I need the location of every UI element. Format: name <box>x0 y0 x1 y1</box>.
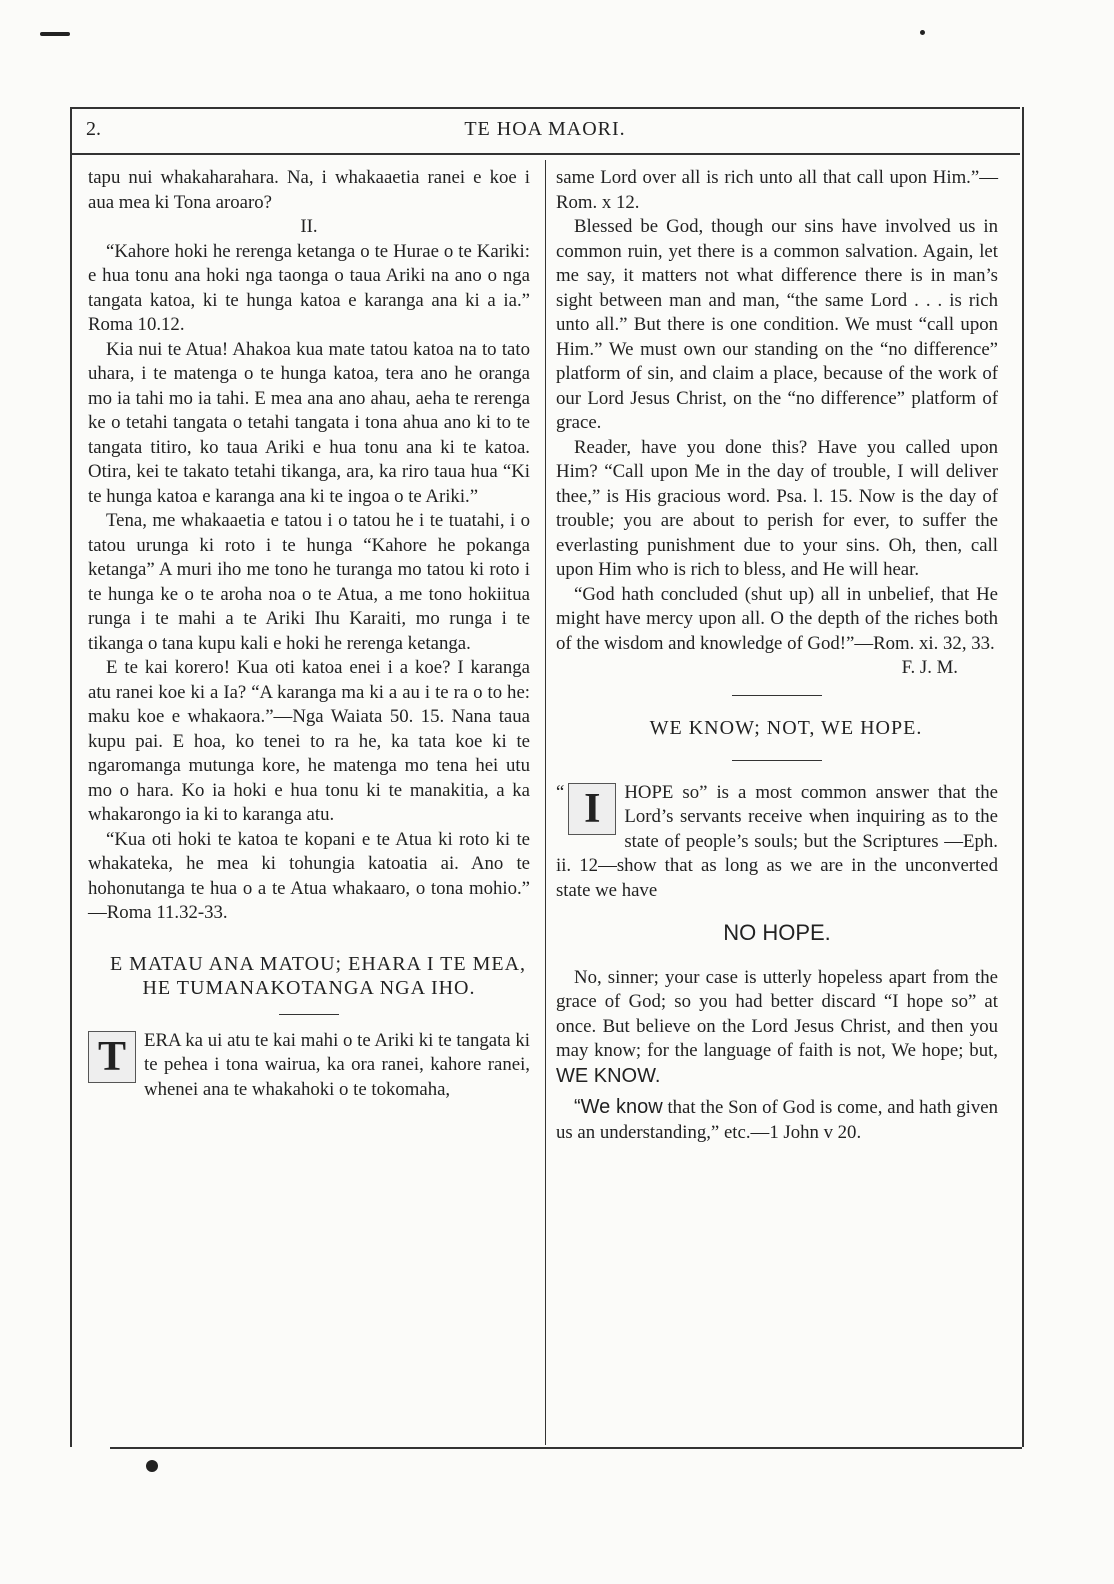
no-hope-heading: NO HOPE. <box>723 920 831 945</box>
page-title: TE HOA MAORI. <box>464 118 626 140</box>
column-divider <box>545 160 546 1445</box>
left-paragraph-4: Tena, me whakaaetia e tatou i o tatou he i te tuatahi, i o tatou urunga ki roto i te hunga “Kahore he pokanga ketanga” A muri iho me tono he turanga mo tatou ki roto i te hunga ke o te aroha noa o te Atua, a me tono hokiitua runga i te mahi a te Ariki Ihu Karaiti, mo runga i te tikanga o tana kupu kali e hoki he rerenga ketanga. <box>88 510 530 654</box>
right-section-title: WE KNOW; NOT, WE HOPE. <box>649 716 923 739</box>
page-header <box>70 107 1020 155</box>
right-paragraph-2: Blessed be God, though our sins have involved us in common ruin, yet there is a common salvation. Again, let me say, it matters not what difference there is in man’s sight between man and man, “the same Lord . . . is rich unto all.” But there is one condition. We must “call upon Him.” We must own our standing on the “no difference” platform of sin, and claim a place, because of the work of our Lord Jesus Christ, on the “no difference” platform of grace. <box>556 216 998 433</box>
left-section-title: E MATAU ANA MATOU; EHARA I TE MEA, HE TUMANAKOTANGA NGA IHO. <box>109 952 527 999</box>
left-paragraph-1: tapu nui whakaharahara. Na, i whakaaetia ranei e koe i aua mea ki Tona aroaro? <box>88 167 530 213</box>
right-paragraph-6: No, sinner; your case is utterly hopeless apart from the grace of God; so you had better discard “I hope so” at once. But believe on the Lord Jesus Christ, and then you may know; for the language of faith is not, We hope; but, <box>556 966 998 1061</box>
dropcap-t-ornament: T <box>88 1031 136 1083</box>
rule-top <box>732 695 822 696</box>
left-column <box>88 166 530 1102</box>
ink-blot <box>146 1460 158 1472</box>
left-paragraph-6: “Kua oti hoki te katoa te kopani e te Atua ki roto ki te whakateka, he mea ki tohungia katoatia ai. Ano te hohonutanga te hua o a te Atua whakaaro, o tona mohio.” —Roma 11.32-33. <box>88 828 530 923</box>
page-number: 2. <box>86 118 101 140</box>
right-paragraph-1: same Lord over all is rich unto all that call upon Him.”—Rom. x 12. <box>556 167 998 213</box>
left-section-rule <box>279 1014 339 1015</box>
section-numeral: II. <box>300 216 318 237</box>
right-paragraph-7: that the Son of God is come, and hath given us an understanding,” etc.—1 John v 20. <box>556 1097 998 1143</box>
ink-smudge <box>40 32 70 36</box>
left-paragraph-7: ERA ka ui atu te kai mahi o te Ariki ki te tangata ki te pehea i tona wairua, ka ora ranei, kahore ranei, whenei ana te whakahoki o te tokomaha, <box>144 1029 530 1100</box>
ink-speck <box>920 30 925 35</box>
signature: F. J. M. <box>901 657 958 678</box>
bottom-rule <box>110 1447 1022 1449</box>
right-paragraph-4: “God hath concluded (shut up) all in unbelief, that He might have mercy upon all. O the depth of the riches both of the wisdom and knowledge of God!”—Rom. xi. 32, 33. <box>556 583 998 654</box>
left-paragraph-3: Kia nui te Atua! Ahakoa kua mate tatou katoa na to tato uhara, i te matenga o te hunga katoa, tera ano he oranga mo ia tahi mo ia tahi. E mea ana ano ahau, aeha te rerenga ke o tetahi tangata o tetahi tangata i tona ahua ano ki to te tangata titiro, ko taua Ariki e hua tonu ana ki te katoa. Otira, kei te takato tetahi tikanga, ara, ka riro taua hua “Ki te hunga katoa e karanga ana ki te ingoa o te Ariki.” <box>88 338 530 507</box>
we-know-lead: “We know <box>574 1096 663 1118</box>
we-know-emphasis: WE KNOW. <box>556 1064 661 1087</box>
right-column <box>556 166 998 1145</box>
right-paragraph-3: Reader, have you done this? Have you called upon Him? “Call upon Me in the day of trouble, I will deliver thee,” is His gracious word. Psa. l. 15. Now is the day of trouble; you are about to perish for ever, to suffer the everlasting punishment due to your sins. Oh, then, call upon Him who is rich to bless, and He will hear. <box>556 436 998 580</box>
open-quote: “ <box>556 781 565 803</box>
dropcap-i-ornament: I <box>568 783 616 835</box>
left-paragraph-5: E te kai korero! Kua oti katoa enei i a koe? I karanga atu ranei koe ki a Ia? “A karanga ma ki a au i te ra o to he: maku koe e whakaora.”—Nga Waiata 50. 15. Nana taua kupu pai. E hoa, ko tenei to ra he, ka tata koe ki te ngaromanga mutunga kore, he matenga mo tena hei utu mo o hara. Ko ia hoki e hua tonu ki te manakitia, a ka whakarongo ia ki to karanga atu. <box>88 657 530 825</box>
right-paragraph-5: HOPE so” is a most common answer that the Lord’s servants receive when inquiring as to the state of people’s souls; but the Scriptures —Eph. ii. 12—show that as long as we are in the unconverted state we have <box>556 781 998 901</box>
rule-bottom <box>732 760 822 761</box>
left-paragraph-2: “Kahore hoki he rerenga ketanga o te Hurae o te Kariki: e hua tonu ana hoki nga taonga o taua Ariki na ano o nga tangata katoa, ki te hunga katoa e karanga ana ki a ia.” Roma 10.12. <box>88 240 530 335</box>
